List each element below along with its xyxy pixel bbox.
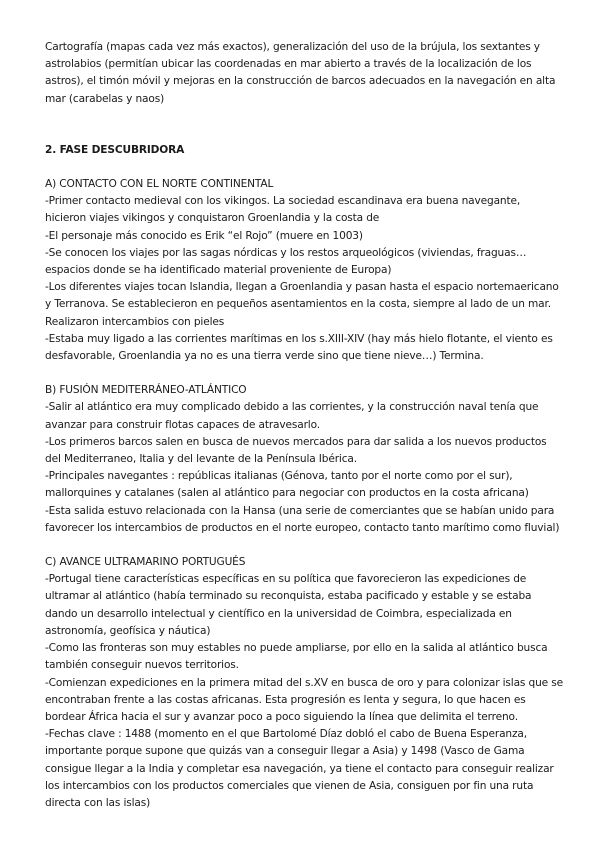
section-avance-portugues: [45, 554, 563, 812]
paragraph-line: -Primer contacto medieval con los vikingos. La sociedad escandinava era buena navegante, hicieron viajes vikingos y conquistaron Groenlandia y la costa de: [45, 195, 521, 225]
section-heading: B) FUSIÓN MEDITERRÁNEO-ATLÁNTICO: [45, 384, 247, 397]
section-contacto-norte: [45, 176, 563, 365]
paragraph-line: -Fechas clave : 1488 (momento en el que Bartolomé Díaz dobló el cabo de Buena Esperanza, importante porque supone que quizás van a conseguir llegar a Asia) y 1498 (Vasco de Gama consigue llegar a la India y completar esa navegación, ya tiene el contacto para conseguir realizar los intercambios con los productos comerciales que vienen de Asia, consiguen por fin una ruta directa con las islas): [45, 728, 554, 809]
paragraph-line: -Salir al atlántico era muy complicado debido a las corrientes, y la construcción naval tenía que avanzar para construir flotas capaces de atravesarlo.: [45, 401, 539, 431]
paragraph-line: -Esta salida estuvo relacionada con la Hansa (una serie de comerciantes que se habían unido para favorecer los intercambios de productos en el norte europeo, contacto tanto marítimo como fluvial): [45, 504, 560, 534]
paragraph-line: -Comienzan expediciones en la primera mitad del s.XV en busca de oro y para colonizar islas que se encontraban frente a las costas africanas. Esta progresión es lenta y segura, lo que hacen es bordear África hacia el sur y avanzar poco a poco siguiendo la línea que delimita el terreno.: [45, 676, 563, 723]
section-heading: A) CONTACTO CON EL NORTE CONTINENTAL: [45, 178, 274, 191]
section-fusion-mediterraneo: [45, 382, 563, 537]
phase-title: 2. FASE DESCUBRIDORA: [45, 143, 185, 156]
intro-paragraph: Cartografía (mapas cada vez más exactos), generalización del uso de la brújula, los sextantes y astrolabios (permitían ubicar las coordenadas en mar abierto a través de la localización de los astros), el timón móvil y mejoras en la construcción de barcos adecuados en la navegación en alta mar (carabelas y naos): [45, 41, 556, 105]
paragraph-line: -Estaba muy ligado a las corrientes marítimas en los s.XIII-XIV (hay más hielo flotante, el viento es desfavorable, Groenlandia ya no es una tierra verde sino que tiene nieve…) Termina.: [45, 332, 553, 363]
paragraph-line: -Portugal tiene características específicas en su política que favorecieron las expediciones de ultramar al atlántico (había terminado su reconquista, estaba pacificado y estable y se estaba dando un desarrollo intelectual y científico en la universidad de Coimbra, especializada en astronomía, geofísica y náutica): [45, 573, 532, 637]
section-heading: C) AVANCE ULTRAMARINO PORTUGUÉS: [45, 556, 246, 569]
paragraph-line: -El personaje más conocido es Erik “el Rojo” (muere en 1003): [45, 229, 363, 242]
paragraph-line: -Como las fronteras son muy estables no puede ampliarse, por ello en la salida al atlántico busca también conseguir nuevos territorios.: [45, 642, 548, 672]
paragraph-line: -Los primeros barcos salen en busca de nuevos mercados para dar salida a los nuevos productos del Mediterraneo, Italia y del levante de la Península Ibérica.: [45, 435, 547, 466]
paragraph-line: -Se conocen los viajes por las sagas nórdicas y los restos arqueológicos (viviendas, fraguas…espacios donde se ha identificado material proveniente de Europa): [45, 246, 527, 277]
paragraph-line: -Principales navegantes : repúblicas italianas (Génova, tanto por el norte como por el sur), mallorquines y catalanes (salen al atlántico para negociar con productos en la costa africana): [45, 470, 529, 500]
paragraph-line: -Los diferentes viajes tocan Islandia, llegan a Groenlandia y pasan hasta el espacio nortemaericano y Terranova. Se establecieron en pequeños asentamientos en la costa, siempre al lado de un mar. Realizaron intercambios con pieles: [45, 281, 559, 328]
document-page: [45, 39, 563, 812]
